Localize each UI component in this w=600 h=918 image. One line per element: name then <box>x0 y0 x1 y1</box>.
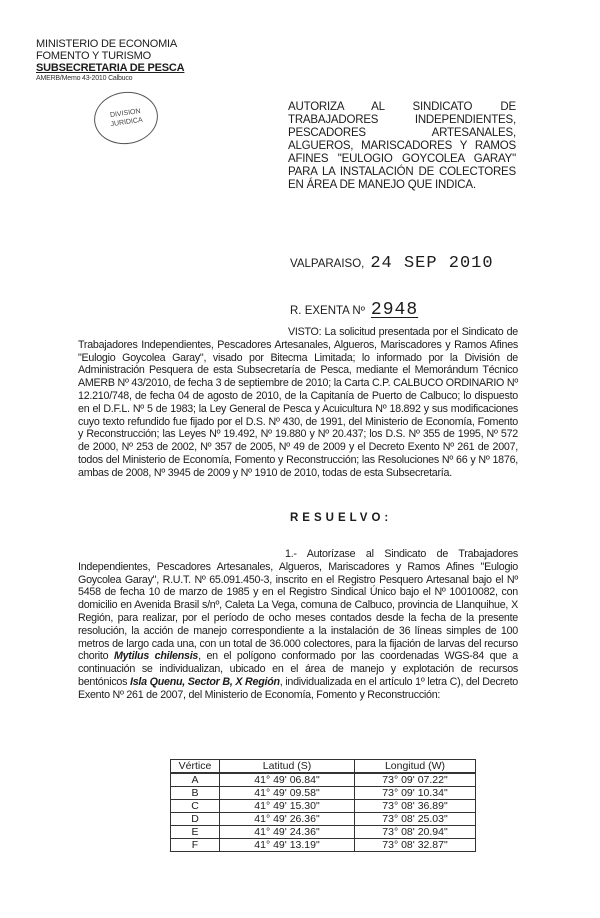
article-1-text-a: Autorízase al Sindicato de Trabajadores Independientes, Pescadores Artesanales, Algueros, Mariscadores y Ramos Afines "Eulogio Goycolea Garay", R.U.T. Nº 65.091.450-3, inscrito en el Registro Pesquero Artesanal bajo el Nº 5458 de fecha 10 de marzo de 1985 y en el Registro Sindical Único bajo el Nº 10010082, con domicilio en Avenida Brasil s/nº, Caleta La Vega, comuna de Calbuco, provincia de Llanquihue, X Región, para realizar, por el período de ocho meses contados desde la fecha de la presente resolución, la acción de manejo correspondiente a la instalación de 36 líneas simples de 100 metros de largo cada una, con un total de 36.000 colectores, para la fijación de larvas del recurso chorito <box>78 548 518 663</box>
table-row <box>171 787 476 800</box>
resuelvo-heading: RESUELVO: <box>290 512 393 524</box>
exenta-line <box>290 300 418 320</box>
header-vertice: Vértice <box>171 760 220 774</box>
subsecretaria-name: SUBSECRETARIA DE PESCA <box>36 62 185 74</box>
longitude-cell: 73° 08' 20.94" <box>355 826 476 839</box>
area-name: Isla Quenu, Sector B, X Región <box>130 675 280 688</box>
header-latitud: Latitud (S) <box>220 760 355 774</box>
article-1-text-b: , en el polígono conformado por las coordenadas WGS-84 que a continuación se individualizan, ubicado en el área de manejo y explotación de recursos bentónicos <box>78 650 518 688</box>
ministry-name: MINISTERIO DE ECONOMIA <box>36 38 178 50</box>
date-stamp: 24 SEP 2010 <box>370 254 494 273</box>
longitude-cell: 73° 08' 32.87" <box>355 839 476 852</box>
longitude-cell: 73° 09' 10.34" <box>355 787 476 800</box>
visto-paragraph <box>78 326 518 480</box>
longitude-cell: 73° 08' 25.03" <box>355 813 476 826</box>
exenta-number: 2948 <box>370 300 419 320</box>
table-row <box>171 826 476 839</box>
vertex-cell: E <box>171 826 220 839</box>
table-row <box>171 813 476 826</box>
table-row <box>171 800 476 813</box>
division-juridica-stamp <box>91 88 162 148</box>
latitude-cell: 41° 49' 13.19" <box>220 839 355 852</box>
header-longitud: Longitud (W) <box>355 760 476 774</box>
exenta-label: R. EXENTA Nº <box>290 305 365 317</box>
vertex-cell: C <box>171 800 220 813</box>
table-row <box>171 773 476 787</box>
table-header-row <box>171 760 476 774</box>
stamp-line-2: JURIDICA <box>110 116 144 129</box>
table-row <box>171 839 476 852</box>
article-1-text-c: , individualizada en el artículo 1º letra C), del Decreto Exento Nº 261 de 2007, del Ministerio de Economía, Fomento y Reconstrucción: <box>78 675 518 701</box>
date-line <box>290 254 494 273</box>
vertex-cell: F <box>171 839 220 852</box>
latitude-cell: 41° 49' 24.36" <box>220 826 355 839</box>
latitude-cell: 41° 49' 26.36" <box>220 813 355 826</box>
longitude-cell: 73° 08' 36.89" <box>355 800 476 813</box>
vertex-cell: A <box>171 773 220 787</box>
article-1-paragraph <box>78 548 518 702</box>
article-1-number: 1.- <box>285 548 297 560</box>
vertex-cell: B <box>171 787 220 800</box>
letterhead <box>36 38 184 83</box>
visto-text: La solicitud presentada por el Sindicato de Trabajadores Independientes, Pescadores Artesanales, Algueros, Mariscadores y Ramos Afines "Eulogio Goycolea Garay", visado por Bitecma Limitada; lo informado por la División de Administración Pesquera de esta Subsecretaría de Pesca, mediante el Memorándum Técnico AMERB Nº 43/2010, de fecha 3 de septiembre de 2010; la Carta C.P. CALBUCO ORDINARIO Nº 12.210/748, de fecha 04 de agosto de 2010, de la Capitanía de Puerto de Calbuco; lo dispuesto en el D.F.L. Nº 5 de 1983; la Ley General de Pesca y Acuicultura Nº 18.892 y sus modificaciones cuyo texto refundido fue fijado por el D.S. Nº 430, de 1991, del Ministerio de Economía, Fomento y Reconstrucción; las Leyes Nº 19.492, Nº 19.880 y Nº 20.437; los D.S. Nº 355 de 1995, Nº 572 de 2000, Nº 253 de 2002, Nº 357 de 2005, Nº 49 de 2009 y el Decreto Exento Nº 261 de 2007, todos del Ministerio de Economía, Fomento y Reconstrucción; las Resoluciones Nº 66 y Nº 1876, ambas de 2008, Nº 3945 de 2009 y Nº 1910 de 2010, todas de esta Subsecretaría. <box>78 326 518 479</box>
longitude-cell: 73° 09' 07.22" <box>355 773 476 787</box>
latitude-cell: 41° 49' 09.58" <box>220 787 355 800</box>
species-name: Mytilus chilensis <box>113 650 199 663</box>
latitude-cell: 41° 49' 15.30" <box>220 800 355 813</box>
resolution-title: AUTORIZA AL SINDICATO DE TRABAJADORES INDEPENDIENTES, PESCADORES ARTESANALES, ALGUEROS, MARISCADORES Y RAMOS AFINES "EULOGIO GOYCOLEA GARAY" PARA LA INSTALACIÓN DE COLECTORES EN ÁREA DE MANEJO QUE INDICA. <box>288 101 516 191</box>
ministry-subtitle: FOMENTO Y TURISMO <box>36 50 151 62</box>
visto-label: VISTO: <box>288 326 322 338</box>
stamp-line-1: DIVISION <box>109 107 142 120</box>
vertex-cell: D <box>171 813 220 826</box>
reference-code: AMERB/Memo 43-2010 Calbuco <box>36 75 133 82</box>
date-place: VALPARAISO, <box>290 258 365 270</box>
coordinates-table <box>170 759 476 852</box>
latitude-cell: 41° 49' 06.84" <box>220 773 355 787</box>
